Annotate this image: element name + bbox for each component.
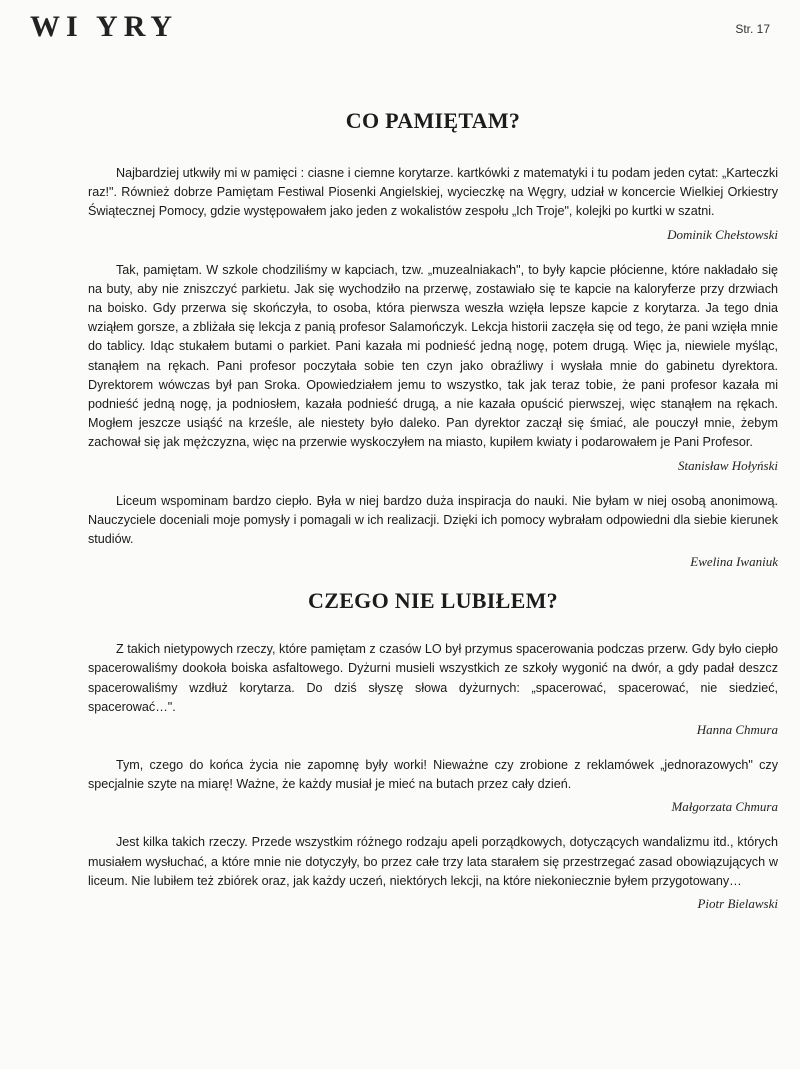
memory-paragraph: Jest kilka takich rzeczy. Przede wszystkim różnego rodzaju apeli porządkowych, dotyczących wandalizmu itd., których musiałem wysłuchać, a które mnie nie dotyczyły, bo przez całe trzy lata starałem się przestrzegać zasad obowiązujących w liceum. Nie lubiłem też zbiórek oraz, jak każdy uczeń, niektórych lekcji, na które niekoniecznie byłem przygotowany…	[88, 835, 778, 888]
memory-paragraph: Tak, pamiętam. W szkole chodziliśmy w kapciach, tzw. „muzealniakach", to były kapcie płócienne, które nakładało się na buty, aby nie zniszczyć parkietu. Jak się wychodziło na przerwę, zostawiało się te kapcie na kaloryferze przy drzwiach na boisko. Gdy przerwa się skończyła, to osoba, która pierwsza weszła wzięła lepsze kapcie z korytarza. Ja tego dnia wziąłem gorsze, a zbliżała się lekcja z panią profesor Salamończyk. Lekcja historii zaczęła się od tego, że pani wzięła mnie do tablicy. Idąc stukałem butami o parkiet. Pani kazała mi podnieść jedną nogę, potem drugą. Więc ja, niewiele myśląc, stanąłem na rękach. Pani profesor poczytała sobie ten czyn jako obraźliwy i wysłała mnie do gabinetu dyrektora. Dyrektorem wówczas był pan Sroka. Opowiedziałem jemu to wszystko, tak jak teraz tobie, że pani profesor kazała mi podnieść jedną nogę, ja podniosłem, kazała podnieść drugą, a nie kazała opuścić pierwszej, więc stanąłem na rękach. Mogłem jeszcze usiąść na krześle, ale niestety było daleko. Pan dyrektor zaczął się śmiać, ale pouczył mnie, żebym zachował się jak mężczyzna, więc na przerwie wyskoczyłem na miasto, kupiłem kwiaty i podarowałem je Pani Profesor.	[88, 262, 778, 450]
article-content	[88, 108, 778, 930]
author-signature: Hanna Chmura	[696, 722, 778, 738]
author-signature: Piotr Bielawski	[697, 896, 778, 912]
page-number: Str. 17	[735, 22, 770, 36]
masthead-logo: WI YRY	[30, 10, 179, 43]
memory-paragraph: Liceum wspominam bardzo ciepło. Była w niej bardzo duża inspiracja do nauki. Nie byłam w niej osobą anonimową. Nauczyciele doceniali moje pomysły i pomagali w ich realizacji. Dzięki ich pomocy wybrałam odpowiedni dla siebie kierunek studiów.	[88, 493, 778, 547]
author-signature: Dominik Chełstowski	[667, 226, 778, 242]
author-signature: Ewelina Iwaniuk	[690, 554, 778, 570]
author-signature: Małgorzata Chmura	[671, 799, 778, 815]
section-title-memories: CO PAMIĘTAM?	[345, 108, 521, 133]
section-title-dislikes: CZEGO NIE LUBIŁEM?	[308, 588, 558, 614]
author-signature: Stanisław Hołyński	[677, 457, 778, 473]
memory-paragraph: Najbardziej utkwiły mi w pamięci : ciasne i ciemne korytarze. kartkówki z matematyki i tu podam jeden cytat: „Karteczki raz!". Również dobrze Pamiętam Festiwal Piosenki Angielskiej, wycieczkę na Węgry, udział w koncercie Wielkiej Orkiestry Świątecznej Pomocy, gdzie występowałem jako jeden z wokalistów zespołu „Ich Troje", kolejki po kurtki w szatni.	[88, 166, 778, 219]
memory-paragraph: Z takich nietypowych rzeczy, które pamiętam z czasów LO był przymus spacerowania podczas przerw. Gdy było ciepło spacerowaliśmy dookoła boiska asfaltowego. Dyżurni musieli wszystkich ze szkoły wygonić na dwór, a gdy padał deszcz spacerowaliśmy wzdłuż korytarza. Do dziś słyszę słowa dyżurnych: „spacerować, spacerować, nie siedzieć, spacerować…".	[88, 642, 778, 714]
memory-paragraph: Tym, czego do końca życia nie zapomnę były worki! Nieważne czy zrobione z reklamówek „jednorazowych" czy specjalnie szyte na miarę! Ważne, że każdy musiał je mieć na butach przez cały dzień.	[88, 758, 778, 792]
